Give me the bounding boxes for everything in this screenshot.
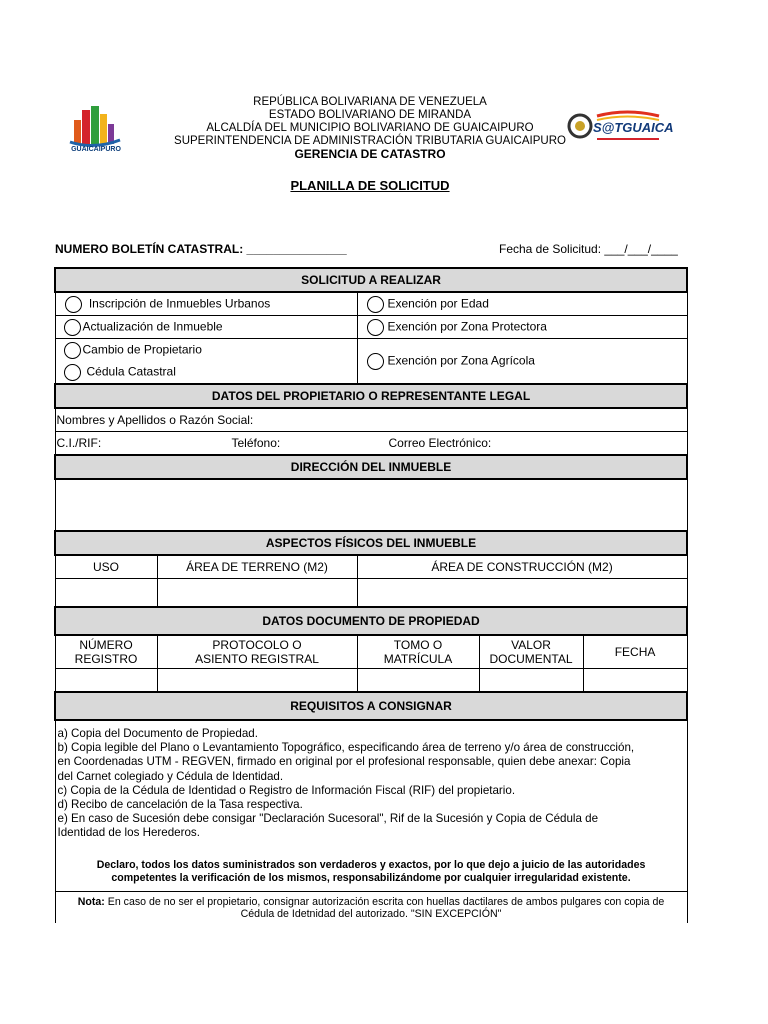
requisitos-content <box>55 720 687 923</box>
requisito-line: del Carnet colegiado y Cédula de Identidad. <box>57 769 284 783</box>
option-cambio-propietario[interactable] <box>55 339 357 362</box>
header-text: TOMO O <box>393 638 443 652</box>
nombres-field[interactable]: Nombres y Apellidos o Razón Social: <box>55 408 687 432</box>
radio-circle-icon[interactable] <box>64 342 81 359</box>
option-exencion-agricola[interactable] <box>357 339 687 385</box>
guaicaipuro-logo-text: GUAICAIPURO <box>71 146 121 153</box>
header-line: REPÚBLICA BOLIVARIANA DE VENEZUELA <box>253 96 487 108</box>
boletin-catastral-field[interactable]: NUMERO BOLETÍN CATASTRAL: _______________ <box>55 242 347 256</box>
fecha-solicitud-field[interactable]: Fecha de Solicitud: ___/___/____ <box>499 242 678 256</box>
column-header-area-construccion: ÁREA DE CONSTRUCCIÓN (M2) <box>357 555 687 579</box>
header-text: MATRÍCULA <box>383 652 453 666</box>
requisito-line: c) Copia de la Cédula de Identidad o Registro de Información Fiscal (RIF) del propietario. <box>57 783 516 797</box>
nota-label: Nota: <box>77 895 105 908</box>
direccion-input-area[interactable] <box>55 479 687 531</box>
option-label: Inscripción de Inmuebles Urbanos <box>88 296 271 311</box>
option-label: Exención por Edad <box>387 296 489 311</box>
option-label: Exención por Zona Protectora <box>387 319 547 334</box>
radio-circle-icon[interactable] <box>64 364 81 381</box>
contact-row <box>55 432 687 456</box>
header-line: ESTADO BOLIVARIANO DE MIRANDA <box>268 109 472 121</box>
section-aspectos: ASPECTOS FÍSICOS DEL INMUEBLE <box>55 531 687 555</box>
document-header <box>0 96 740 161</box>
requisito-line: d) Recibo de cancelación de la Tasa respectiva. <box>57 798 303 812</box>
column-header-uso: USO <box>55 555 157 579</box>
tomo-input[interactable] <box>357 669 479 693</box>
header-text: VALOR <box>511 638 551 652</box>
column-header-valor <box>479 635 583 669</box>
header-text: NÚMERO <box>79 638 133 652</box>
requisito-line: Identidad de los Herederos. <box>57 826 200 840</box>
option-exencion-edad[interactable] <box>357 292 687 316</box>
column-header-area-terreno: ÁREA DE TERRENO (M2) <box>157 555 357 579</box>
correo-field[interactable]: Correo Electrónico: <box>388 436 492 450</box>
header-line: SUPERINTENDENCIA DE ADMINISTRACIÓN TRIBUTARIA GUAICAIPURO <box>174 135 566 147</box>
numero-registro-input[interactable] <box>55 669 157 693</box>
uso-input[interactable] <box>55 579 157 608</box>
header-text: ASIENTO REGISTRAL <box>195 652 319 666</box>
section-propietario: DATOS DEL PROPIETARIO O REPRESENTANTE LEGAL <box>55 384 687 408</box>
requisito-line: en Coordenadas UTM - REGVEN, firmado en original por el profesional responsable, quien debe anexar: Copia <box>57 755 631 769</box>
column-header-numero-registro <box>55 635 157 669</box>
option-label: Cédula Catastral <box>86 364 176 379</box>
form-title: PLANILLA DE SOLICITUD <box>290 178 450 193</box>
nota <box>56 891 687 922</box>
option-label: Cambio de Propietario <box>82 342 202 357</box>
section-requisitos: REQUISITOS A CONSIGNAR <box>55 692 687 720</box>
option-inscripcion[interactable] <box>55 292 357 316</box>
department-name: GERENCIA DE CATASTRO <box>294 147 446 161</box>
header-text: DOCUMENTAL <box>489 652 573 666</box>
column-header-tomo <box>357 635 479 669</box>
fecha-input[interactable] <box>583 669 687 693</box>
requisito-line: a) Copia del Documento de Propiedad. <box>57 727 258 740</box>
radio-circle-icon[interactable] <box>367 353 384 370</box>
option-exencion-protectora[interactable] <box>357 316 687 339</box>
radio-circle-icon[interactable] <box>64 319 81 336</box>
protocolo-input[interactable] <box>157 669 357 693</box>
satguaica-logo-text: S@TGUAICA <box>593 120 674 135</box>
header-text: REGISTRO <box>74 652 138 666</box>
application-form <box>54 267 688 923</box>
column-header-protocolo <box>157 635 357 669</box>
declaration-line: Declaro, todos los datos suministrados son verdaderos y exactos, por lo que dejo a juicio de las autoridades <box>96 858 646 871</box>
section-direccion: DIRECCIÓN DEL INMUEBLE <box>55 455 687 479</box>
declaration-line: competentes la verificación de los mismos, responsabilizándome por cualquier irregularidad existente. <box>111 871 631 884</box>
valor-input[interactable] <box>479 669 583 693</box>
column-header-fecha: FECHA <box>583 635 687 669</box>
requisito-line: b) Copia legible del Plano o Levantamiento Topográfico, especificando área de terreno y/o área de construcción, <box>57 741 635 755</box>
radio-circle-icon[interactable] <box>65 296 82 313</box>
area-construccion-input[interactable] <box>357 579 687 608</box>
radio-circle-icon[interactable] <box>367 296 384 313</box>
option-actualizacion[interactable] <box>55 316 357 339</box>
nota-text: En caso de no ser el propietario, consignar autorización escrita con huellas dactilares de ambos pulgares con copia de <box>104 895 665 908</box>
option-label: Exención por Zona Agrícola <box>387 353 535 368</box>
nota-text: Cédula de Idetnidad del autorizado. "SIN EXCEPCIÓN" <box>240 907 502 920</box>
ci-rif-field[interactable]: C.I./RIF: <box>56 436 102 450</box>
section-documento: DATOS DOCUMENTO DE PROPIEDAD <box>55 607 687 635</box>
requisito-line: e) En caso de Sucesión debe consigar "Declaración Sucesoral", Rif de la Sucesión y Copia de Cédula de <box>57 812 599 826</box>
option-label: Actualización de Inmueble <box>82 319 223 334</box>
option-cedula-catastral[interactable] <box>55 361 357 384</box>
radio-circle-icon[interactable] <box>367 319 384 336</box>
header-line: ALCALDÍA DEL MUNICIPIO BOLIVARIANO DE GUAICAIPURO <box>206 122 534 134</box>
telefono-field[interactable]: Teléfono: <box>231 436 281 450</box>
header-text: PROTOCOLO O <box>212 638 302 652</box>
section-solicitud: SOLICITUD A REALIZAR <box>55 268 687 292</box>
area-terreno-input[interactable] <box>157 579 357 608</box>
declaration <box>78 859 665 885</box>
